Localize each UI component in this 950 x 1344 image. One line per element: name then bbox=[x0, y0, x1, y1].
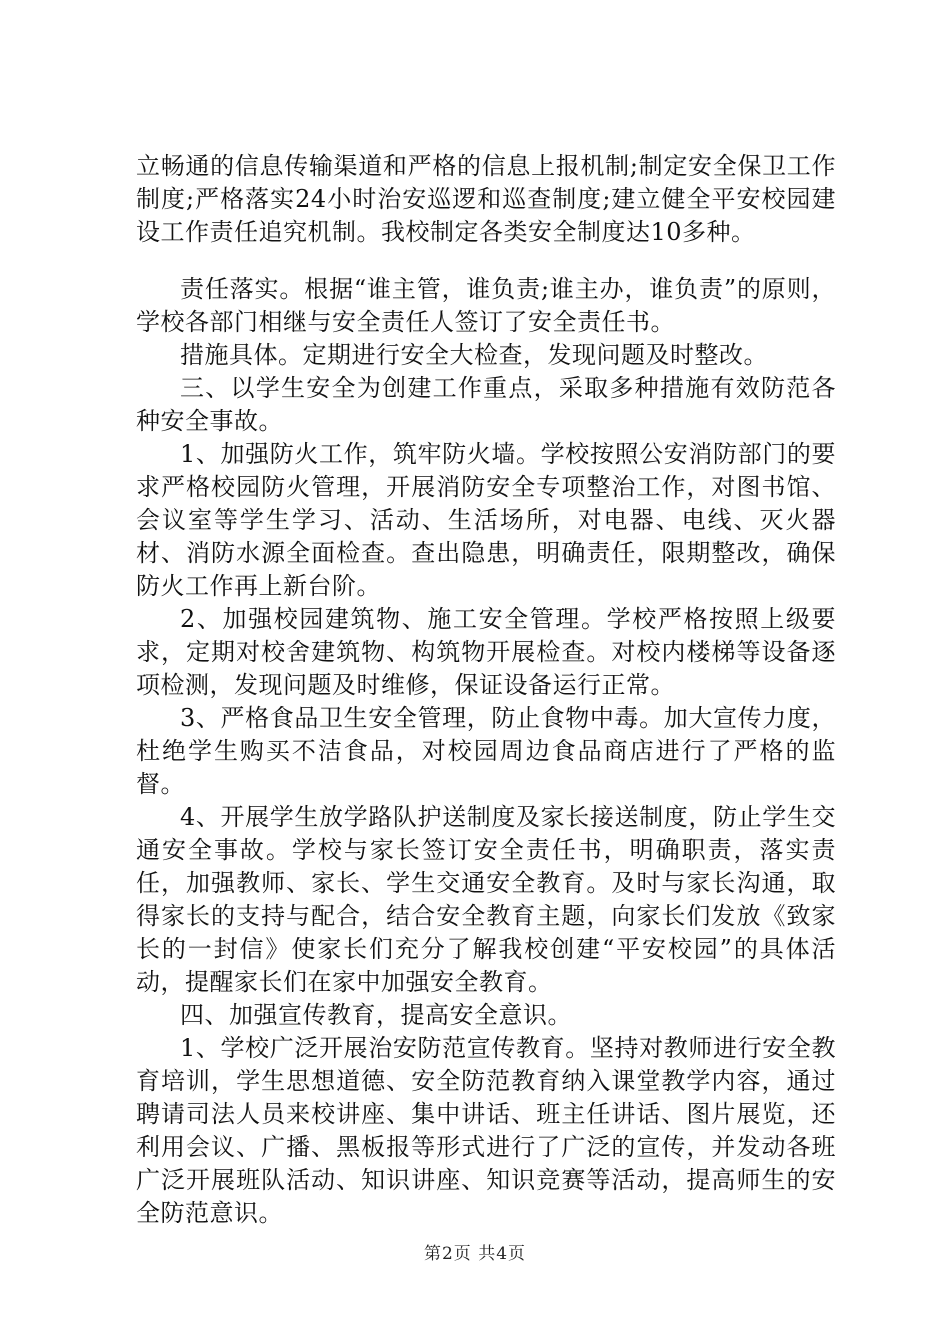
paragraph-fire-safety: 1、加强防火工作，筑牢防火墙。学校按照公安消防部门的要求严格校园防火管理，开展消防安全专项整治工作，对图书馆、会议室等学生学习、活动、生活场所，对电器、电线、灭火器材、消防水源全面检查。查出隐患，明确责任，限期整改，确保防火工作再上新台阶。 bbox=[136, 440, 836, 600]
paragraph-publicity-education: 1、学校广泛开展治安防范宣传教育。坚持对教师进行安全教育培训，学生思想道德、安全防范教育纳入课堂教学内容，通过聘请司法人员来校讲座、集中讲话、班主任讲话、图片展览，还利用会议、广播、黑板报等形式进行了广泛的宣传，并发动各班广泛开展班队活动、知识讲座、知识竞赛等活动，提高师生的安全防范意识。 bbox=[136, 1034, 836, 1227]
page-number-footer: 第2页 共4页 bbox=[423, 1244, 527, 1264]
paragraph-safety-systems: 立畅通的信息传输渠道和严格的信息上报机制;制定安全保卫工作制度;严格落实24小时治安巡逻和巡查制度;建立健全平安校园建设工作责任追究机制。我校制定各类安全制度达10多种。 bbox=[136, 152, 836, 246]
paragraph-building-safety: 2、加强校园建筑物、施工安全管理。学校严格按照上级要求，定期对校舍建筑物、构筑物开展检查。对校内楼梯等设备逐项检测，发现问题及时维修，保证设备运行正常。 bbox=[136, 605, 836, 699]
document-body bbox=[136, 150, 836, 1230]
paragraph-responsibility: 责任落实。根据“谁主管，谁负责;谁主办，谁负责”的原则，学校各部门相继与安全责任人签订了安全责任书。 bbox=[136, 275, 836, 336]
section-heading-three: 三、以学生安全为创建工作重点，采取多种措施有效防范各种安全事故。 bbox=[136, 374, 836, 435]
paragraph-measures: 措施具体。定期进行安全大检查，发现问题及时整改。 bbox=[180, 341, 768, 369]
paragraph-food-safety: 3、严格食品卫生安全管理，防止食物中毒。加大宣传力度，杜绝学生购买不洁食品，对校园周边食品商店进行了严格的监督。 bbox=[136, 704, 836, 798]
paragraph-traffic-safety: 4、开展学生放学路队护送制度及家长接送制度，防止学生交通安全事故。学校与家长签订安全责任书，明确职责，落实责任，加强教师、家长、学生交通安全教育。及时与家长沟通，取得家长的支持与配合，结合安全教育主题，向家长们发放《致家长的一封信》使家长们充分了解我校创建“平安校园”的具体活动，提醒家长们在家中加强安全教育。 bbox=[136, 803, 836, 996]
section-heading-four: 四、加强宣传教育，提高安全意识。 bbox=[180, 1001, 572, 1029]
